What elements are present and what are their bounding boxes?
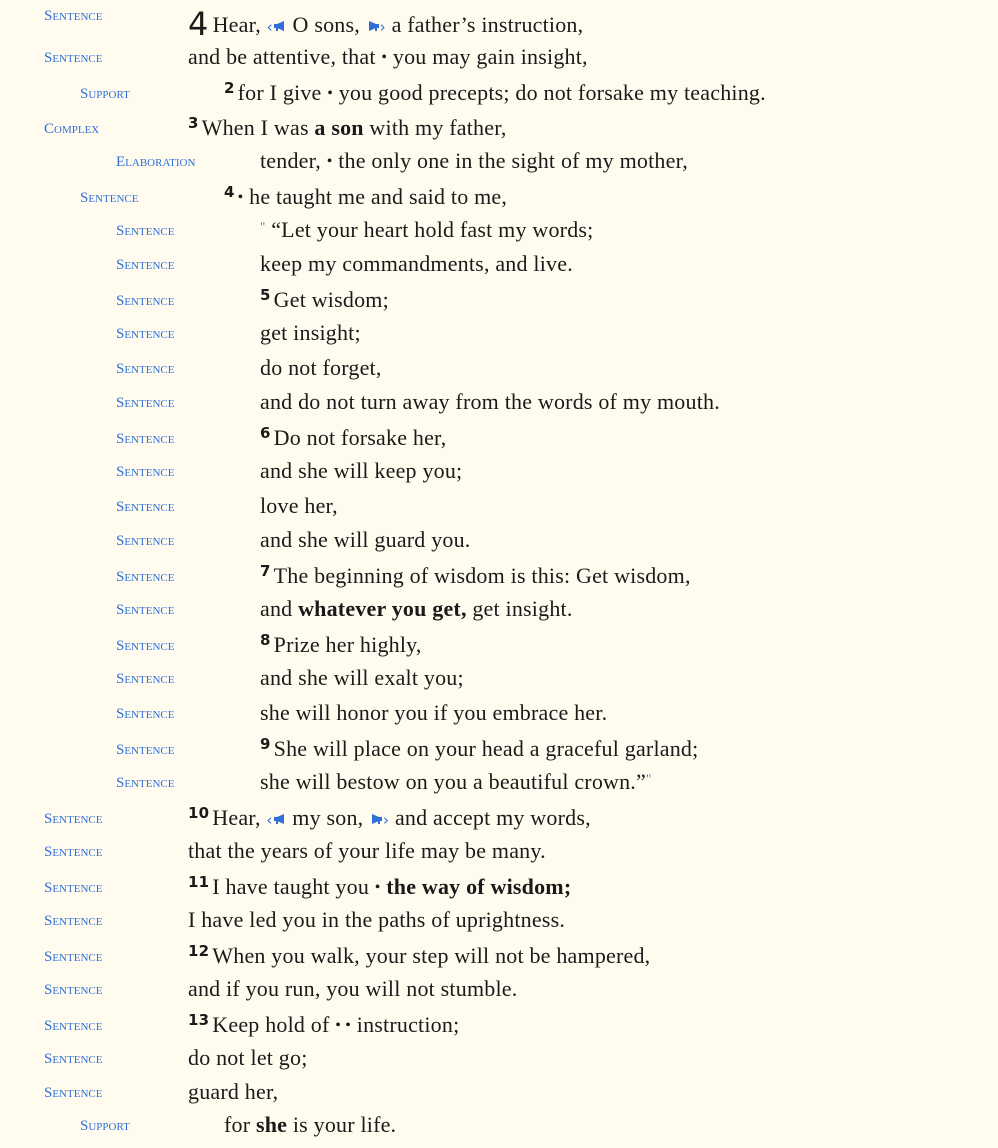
chapter-number: 4 [188, 5, 209, 43]
verse-text: $^3$ When I was a son with my father, [188, 114, 507, 140]
verse-text: and whatever you get, get insight. [260, 596, 573, 621]
clause-label-sentence[interactable]: Sentence [116, 742, 175, 758]
verse-text: guard her, [188, 1079, 279, 1104]
verse-text: do not forget, [260, 355, 382, 380]
verse-text: " “Let your heart hold fast my words; [260, 217, 594, 242]
outline-row [0, 769, 998, 805]
quote-close-icon[interactable]: " [645, 771, 652, 786]
verse-number: 4 [224, 183, 235, 201]
outline-row [0, 596, 998, 632]
verse-text: and she will exalt you; [260, 665, 464, 690]
verse-text: keep my commandments, and live. [260, 251, 573, 276]
clause-label-sentence[interactable]: Sentence [44, 982, 103, 998]
verse-text: $^{11}$ I have taught you • the way of wisdom; [188, 873, 572, 899]
verse-text: $^2$ for I give • you good precepts; do not forsake my teaching. [224, 79, 766, 105]
clause-label-complex[interactable]: Complex [44, 121, 100, 137]
verse-text: and if you run, you will not stumble. [188, 976, 518, 1001]
clause-label-sentence[interactable]: Sentence [44, 8, 103, 24]
verse-text: get insight; [260, 320, 361, 345]
outline-row [0, 907, 998, 943]
verse-text: $^9$ She will place on your head a graceful garland; [260, 735, 699, 761]
outline-row [0, 286, 998, 323]
outline-row [0, 562, 998, 599]
verse-text: 4 Hear, ‹ O sons, › a father’s instruction, [188, 5, 584, 43]
verse-text: and do not turn away from the words of my mouth. [260, 389, 720, 414]
outline-row [0, 527, 998, 563]
clause-label-sentence[interactable]: Sentence [116, 293, 175, 309]
verse-text: tender, • the only one in the sight of my mother, [260, 148, 688, 173]
clause-label-sentence[interactable]: Sentence [44, 844, 103, 860]
clause-label-sentence[interactable]: Sentence [116, 533, 175, 549]
outline-row [0, 1011, 998, 1048]
verse-number: 6 [260, 424, 271, 442]
verse-text: $^{12}$ When you walk, your step will not be hampered, [188, 942, 651, 968]
verse-text: love her, [260, 493, 338, 518]
clause-label-sentence[interactable]: Sentence [116, 706, 175, 722]
clause-label-support[interactable]: Support [80, 86, 130, 102]
clause-label-sentence[interactable]: Sentence [116, 257, 175, 273]
verse-text: $^7$ The beginning of wisdom is this: Get wisdom, [260, 562, 691, 588]
verse-text: $^{10}$ Hear, ‹ my son, › and accept my words, [188, 804, 591, 830]
verse-text: $^4$ • he taught me and said to me, [224, 183, 508, 209]
outline-row [0, 493, 998, 529]
clause-label-sentence[interactable]: Sentence [116, 326, 175, 342]
verse-text: $^5$ Get wisdom; [260, 286, 389, 312]
clause-label-sentence[interactable]: Sentence [44, 1051, 103, 1067]
clause-label-sentence[interactable]: Sentence [80, 190, 139, 206]
clause-label-sentence[interactable]: Sentence [116, 223, 175, 239]
verse-number: 7 [260, 562, 271, 580]
outline-row [0, 1045, 998, 1081]
verse-text: she will bestow on you a beautiful crown.”" [260, 769, 652, 794]
omission-dot[interactable]: • [381, 49, 388, 66]
clause-label-sentence[interactable]: Sentence [116, 499, 175, 515]
clause-label-sentence[interactable]: Sentence [116, 361, 175, 377]
omission-dot[interactable]: • [326, 153, 333, 170]
outline-row [0, 942, 998, 979]
outline-row [0, 976, 998, 1012]
clause-label-sentence[interactable]: Sentence [116, 569, 175, 585]
verse-number: 12 [188, 942, 210, 960]
outline-row [0, 873, 998, 910]
verse-text: do not let go; [188, 1045, 308, 1070]
omission-dot[interactable]: • • [335, 1017, 352, 1034]
verse-number: 3 [188, 114, 199, 132]
clause-label-sentence[interactable]: Sentence [44, 880, 103, 896]
outline-row [0, 665, 998, 701]
clause-label-sentence[interactable]: Sentence [116, 395, 175, 411]
verse-text: she will honor you if you embrace her. [260, 700, 608, 725]
clause-label-sentence[interactable]: Sentence [116, 464, 175, 480]
clause-label-elaboration[interactable]: Elaboration [116, 154, 196, 170]
verse-text: I have led you in the paths of uprightness. [188, 907, 566, 932]
megaphone-open-icon[interactable]: ‹ [266, 811, 286, 829]
outline-row [0, 700, 998, 736]
clause-label-sentence[interactable]: Sentence [116, 671, 175, 687]
outline-row [0, 44, 998, 80]
outline-row [0, 251, 998, 287]
clause-label-sentence[interactable]: Sentence [116, 431, 175, 447]
outline-row [0, 424, 998, 461]
clause-label-sentence[interactable]: Sentence [44, 913, 103, 929]
verse-text: and she will guard you. [260, 527, 471, 552]
clause-label-sentence[interactable]: Sentence [44, 949, 103, 965]
clause-label-sentence[interactable]: Sentence [116, 602, 175, 618]
outline-row [0, 389, 998, 425]
outline-row [0, 1079, 998, 1115]
verse-number: 5 [260, 286, 271, 304]
clause-label-sentence[interactable]: Sentence [44, 811, 103, 827]
clause-label-sentence[interactable]: Sentence [44, 1085, 103, 1101]
verse-text: and be attentive, that • you may gain insight, [188, 44, 588, 69]
outline-row [0, 217, 998, 253]
verse-number: 2 [224, 79, 235, 97]
omission-dot[interactable]: • [374, 879, 381, 896]
verse-number: 13 [188, 1011, 210, 1029]
verse-number: 9 [260, 735, 271, 753]
verse-text: and she will keep you; [260, 458, 463, 483]
clause-label-sentence[interactable]: Sentence [116, 775, 175, 791]
outline-row [0, 838, 998, 874]
outline-row [0, 458, 998, 494]
verse-number: 11 [188, 873, 210, 891]
outline-row [0, 355, 998, 391]
omission-dot[interactable]: • [327, 85, 334, 102]
verse-text: that the years of your life may be many. [188, 838, 546, 863]
outline-row [0, 735, 998, 772]
outline-row [0, 5, 998, 43]
outline-row [0, 631, 998, 668]
quote-open-icon[interactable]: " [260, 219, 266, 234]
megaphone-open-icon[interactable]: ‹ [267, 18, 287, 36]
outline-row [0, 320, 998, 356]
megaphone-close-icon[interactable]: › [369, 811, 389, 829]
outline-row [0, 79, 998, 116]
clause-label-support[interactable]: Support [80, 1118, 130, 1134]
clause-label-sentence[interactable]: Sentence [116, 638, 175, 654]
verse-text: $^{13}$ Keep hold of • • instruction; [188, 1011, 460, 1037]
outline-row [0, 114, 998, 151]
outline-row [0, 183, 998, 220]
clause-label-sentence[interactable]: Sentence [44, 1018, 103, 1034]
outline-row [0, 1112, 998, 1148]
verse-number: 10 [188, 804, 210, 822]
verse-text: $^8$ Prize her highly, [260, 631, 422, 657]
megaphone-close-icon[interactable]: › [366, 18, 386, 36]
verse-text: $^6$ Do not forsake her, [260, 424, 447, 450]
clause-label-sentence[interactable]: Sentence [44, 50, 103, 66]
outline-row [0, 804, 998, 841]
verse-number: 8 [260, 631, 271, 649]
omission-dot[interactable]: • [237, 189, 244, 206]
verse-text: for she is your life. [224, 1112, 397, 1137]
outline-row [0, 148, 998, 184]
